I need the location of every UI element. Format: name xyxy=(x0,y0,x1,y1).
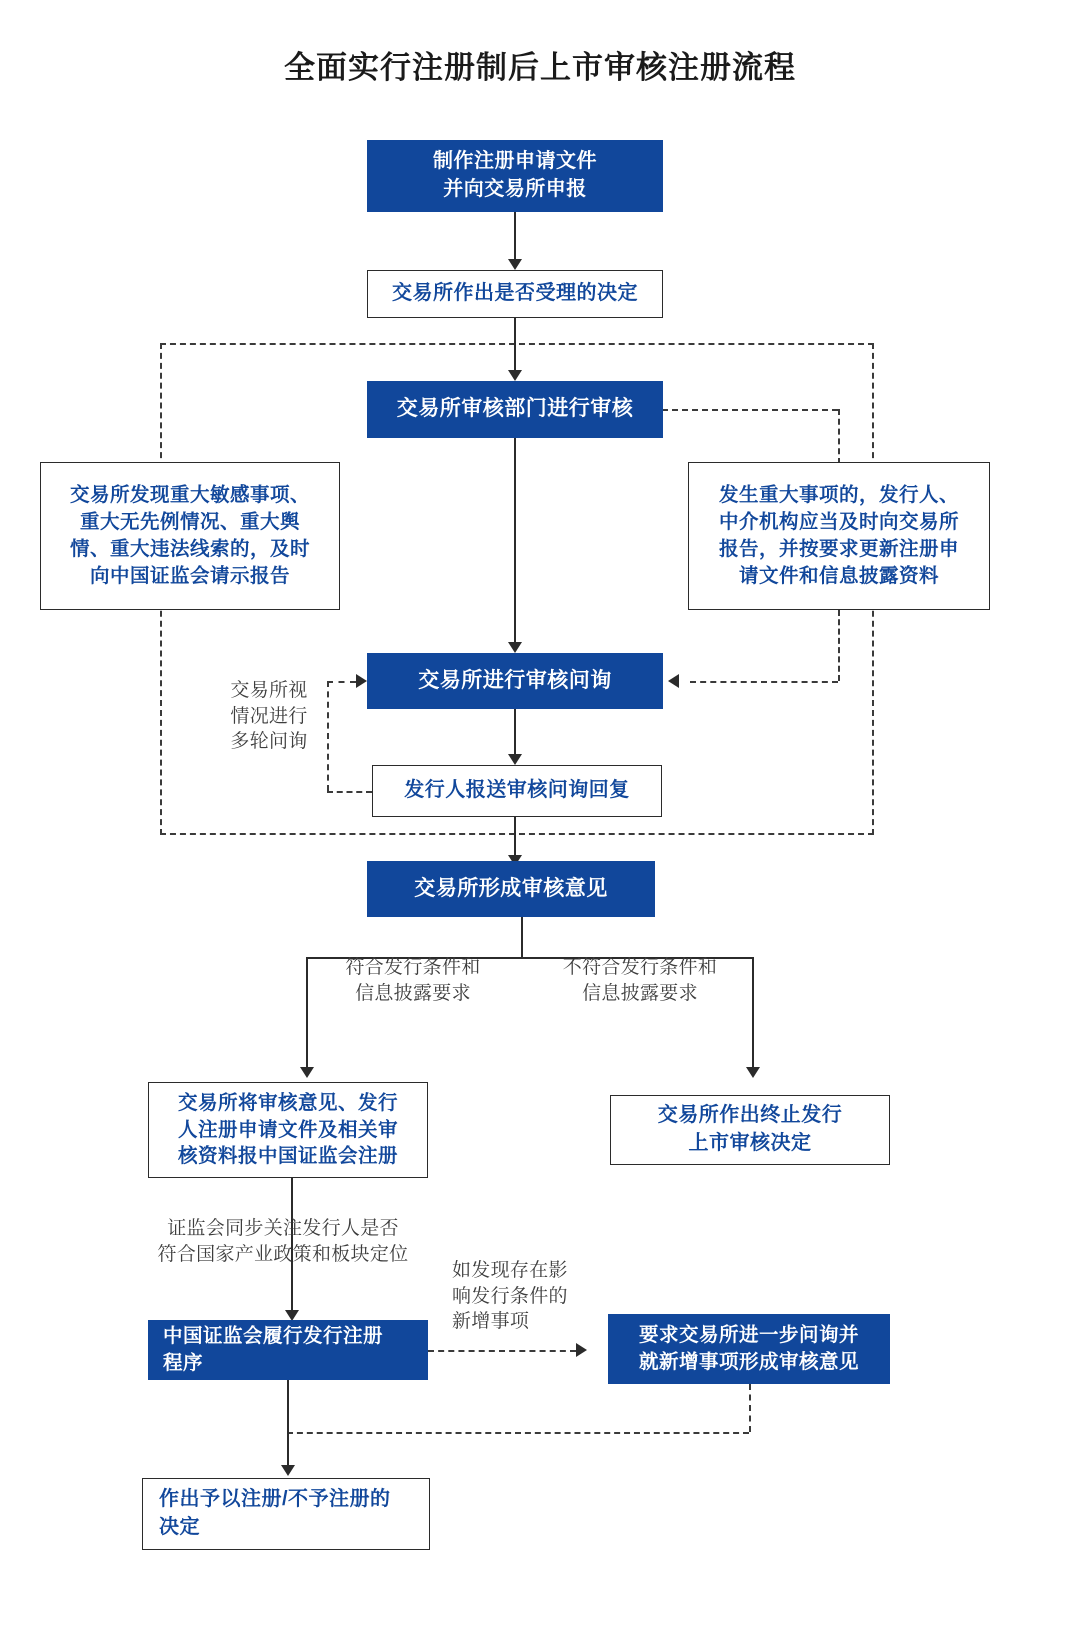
line-split-left-down xyxy=(306,957,308,1067)
arrow-n11-to-further-inquiry xyxy=(576,1343,587,1357)
node-further-inquiry[interactable] xyxy=(608,1314,890,1384)
line-n6-n7 xyxy=(514,709,516,754)
node-acceptance-decision[interactable] xyxy=(367,270,663,318)
node-csrc-registration-procedure[interactable] xyxy=(148,1320,428,1380)
dashed-multiround-bottom xyxy=(327,791,372,793)
line-n3-n6 xyxy=(514,438,516,642)
edge-label-csrc-focus: 证监会同步关注发行人是否 符合国家产业政策和板块定位 xyxy=(157,1218,409,1265)
arrow-to-submit-csrc xyxy=(300,1067,314,1078)
edge-label-new-matters: 如发现存在影 响发行条件的 新增事项 xyxy=(452,1260,568,1333)
dashed-multiround-top xyxy=(327,681,356,683)
dashed-loop-top-left xyxy=(160,343,874,345)
node-terminate-review[interactable] xyxy=(610,1095,890,1165)
node-terminate-review-label: 交易所作出终止发行 上市审核决定 xyxy=(657,1104,843,1154)
node-review-inquiry[interactable] xyxy=(367,653,663,709)
node-review-inquiry-label: 交易所进行审核问询 xyxy=(418,668,612,692)
arrow-right-into-inquiry xyxy=(668,674,679,688)
node-exchange-review[interactable] xyxy=(367,381,663,438)
dashed-n12-feedback-h xyxy=(287,1432,749,1434)
node-sensitive-matters-report[interactable] xyxy=(40,462,340,610)
arrow-to-terminate xyxy=(746,1067,760,1078)
dashed-n11-to-further-inquiry xyxy=(428,1350,576,1352)
line-split-right-down xyxy=(752,957,754,1067)
node-review-opinion[interactable] xyxy=(367,861,655,917)
arrow-n3-n6 xyxy=(508,642,522,653)
page-title: 全面实行注册制后上市审核注册流程 xyxy=(284,50,796,85)
dashed-right-to-inquiry-v xyxy=(838,610,840,681)
node-final-decision-label: 作出予以注册/不予注册的 决定 xyxy=(159,1488,391,1538)
dashed-right-to-inquiry-h xyxy=(690,681,838,683)
line-n11-n13 xyxy=(287,1380,289,1465)
node-issuer-reply-label: 发行人报送审核问询回复 xyxy=(404,779,630,802)
arrow-n11-n13 xyxy=(281,1465,295,1476)
node-prepare-application[interactable] xyxy=(367,140,663,212)
node-issuer-reply[interactable] xyxy=(372,765,662,817)
dashed-major-events-down xyxy=(838,409,840,464)
node-submit-to-csrc-label: 交易所将审核意见、发行 人注册申请文件及相关审 核资料报中国证监会注册 xyxy=(177,1091,398,1168)
node-review-opinion-label: 交易所形成审核意见 xyxy=(414,876,608,900)
arrow-n6-n7 xyxy=(508,754,522,765)
line-n1-n2 xyxy=(514,212,516,259)
dashed-n12-feedback-down xyxy=(749,1384,751,1432)
arrow-n2-n3 xyxy=(508,370,522,381)
node-acceptance-decision-label: 交易所作出是否受理的决定 xyxy=(392,282,638,305)
dashed-loop-bottom xyxy=(160,833,874,835)
node-major-events-report[interactable] xyxy=(688,462,990,610)
arrow-n1-n2 xyxy=(508,259,522,270)
line-n8-split xyxy=(521,917,523,957)
edge-label-qualify: 符合发行条件和 信息披露要求 xyxy=(345,957,481,1004)
dashed-n3-to-major-events xyxy=(662,409,838,411)
line-n2-n3 xyxy=(514,318,516,370)
edge-label-not-qualify: 不符合发行条件和 信息披露要求 xyxy=(562,957,718,1004)
node-submit-to-csrc[interactable] xyxy=(148,1082,428,1178)
node-sensitive-matters-report-label: 交易所发现重大敏感事项、 重大无先例情况、重大舆 情、重大违法线索的，及时 向中国证监会请示报告 xyxy=(69,484,310,587)
node-major-events-report-label: 发生重大事项的，发行人、 中介机构应当及时向交易所 报告，并按要求更新注册申 请文件和信息披露资料 xyxy=(718,484,959,587)
node-final-decision[interactable] xyxy=(142,1478,430,1550)
arrow-multiround-into-inquiry xyxy=(356,674,367,688)
dashed-multiround-v xyxy=(327,681,329,791)
node-prepare-application-label: 制作注册申请文件 并向交易所申报 xyxy=(433,150,597,200)
edge-label-multi-round: 交易所视 情况进行 多轮问询 xyxy=(230,680,308,753)
node-csrc-registration-procedure-label: 中国证监会履行发行注册 程序 xyxy=(163,1325,384,1374)
node-further-inquiry-label: 要求交易所进一步问询并 就新增事项形成审核意见 xyxy=(638,1324,859,1373)
node-exchange-review-label: 交易所审核部门进行审核 xyxy=(396,397,634,421)
